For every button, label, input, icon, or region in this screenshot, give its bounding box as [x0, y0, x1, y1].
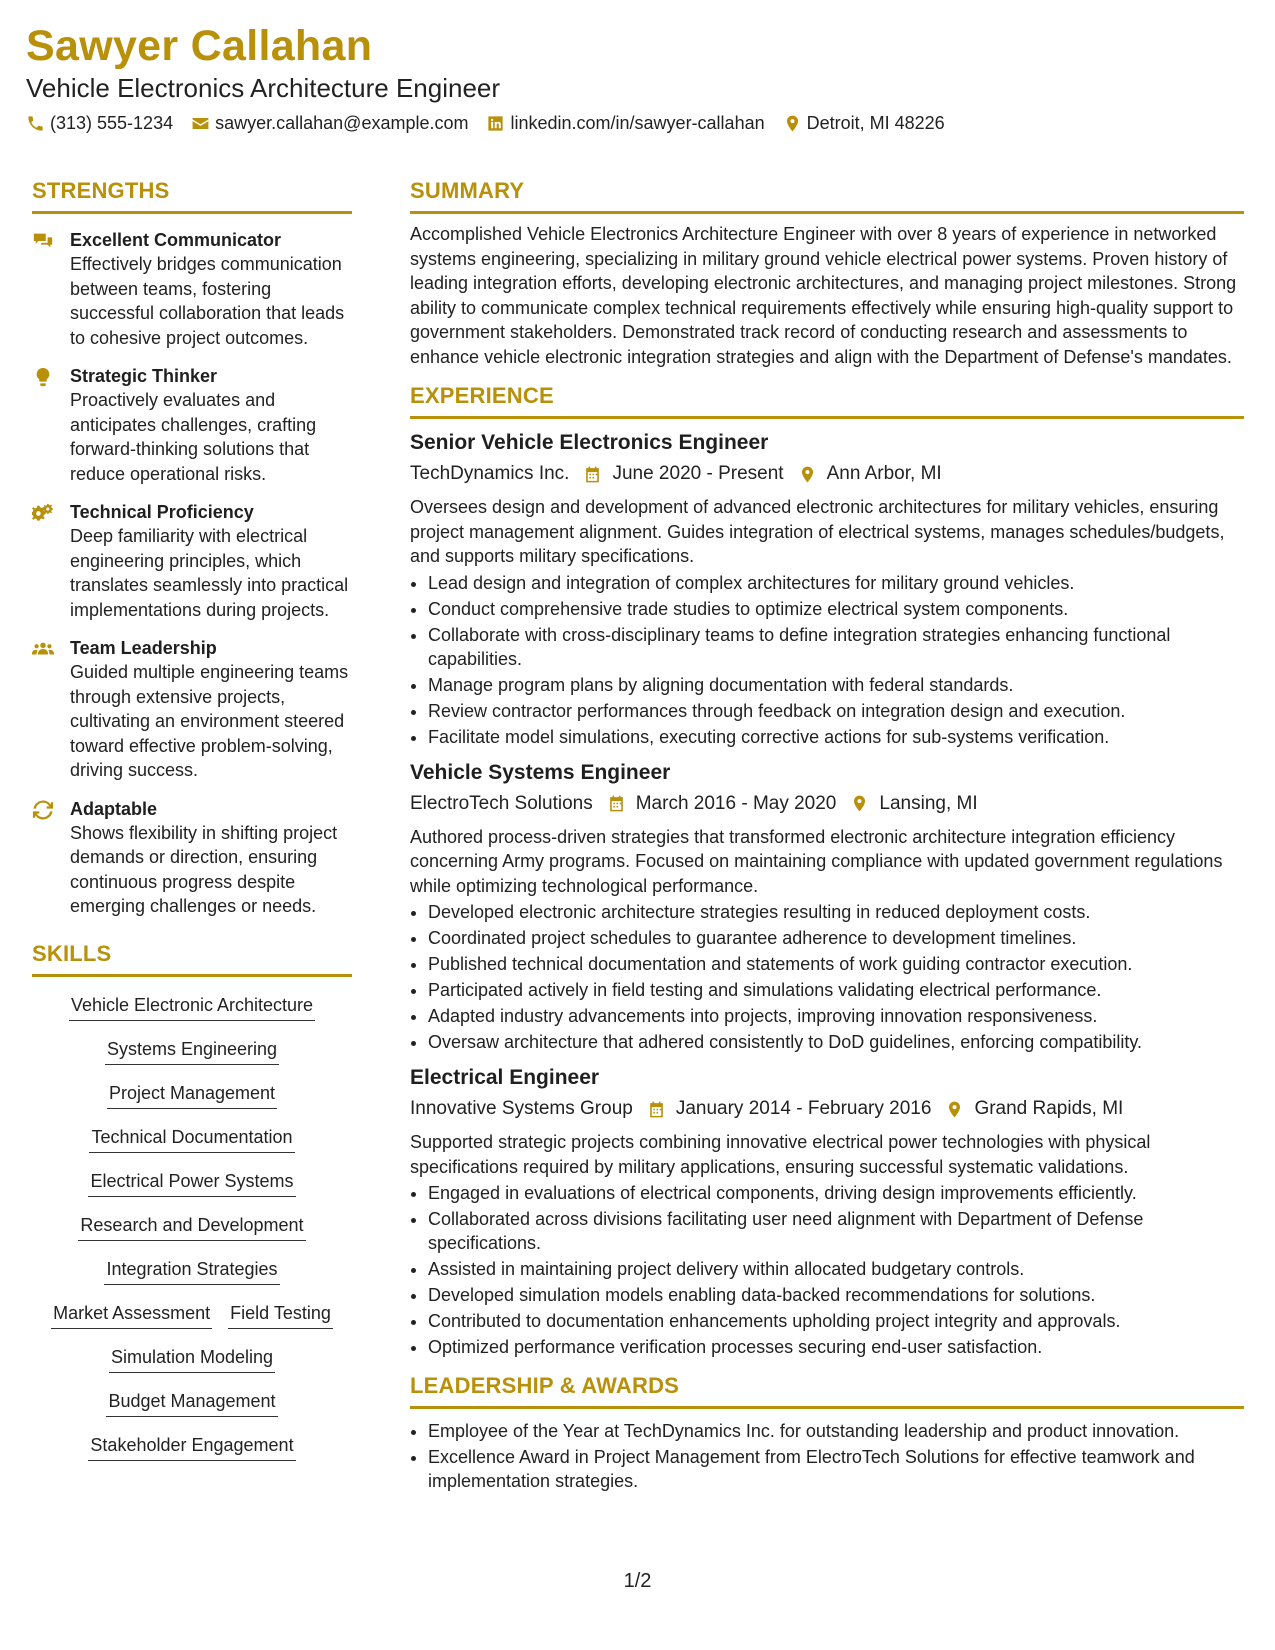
contact-bar — [26, 113, 963, 134]
contact-email[interactable] — [191, 113, 468, 134]
bullet-item: • Collaborate with cross-disciplinary teams to define integration strategies enhancing functional capabilities. — [428, 623, 1244, 671]
company-name: ElectroTech Solutions — [410, 792, 593, 814]
bullet-item: • Adapted industry advancements into projects, improving innovation responsiveness. — [428, 1004, 1244, 1028]
bullet-item: • Review contractor performances through feedback on integration design and execution. — [428, 699, 1244, 723]
bullet-item: • Conduct comprehensive trade studies to optimize electrical system components. — [428, 597, 1244, 621]
strength-title: Strategic Thinker — [70, 366, 218, 386]
skill-tag: Project Management — [107, 1081, 277, 1109]
bullet-item: • Contributed to documentation enhancements upholding project integrity and approvals. — [428, 1309, 1244, 1333]
strength-desc: Deep familiarity with electrical engineering principles, which translates seamlessly into practical implementations during projects. — [70, 526, 349, 620]
skill-tag: Integration Strategies — [104, 1257, 279, 1285]
bullet-item: • Optimized performance verification processes securing end-user satisfaction. — [428, 1335, 1244, 1359]
strength-item — [32, 364, 352, 486]
map-pin-icon — [945, 1100, 964, 1119]
job-entry — [410, 759, 1244, 1055]
map-pin-icon — [850, 794, 869, 813]
calendar-icon — [583, 465, 602, 484]
job-location: Grand Rapids, MI — [974, 1098, 1124, 1119]
strength-title: Technical Proficiency — [70, 502, 254, 522]
bullet-item: • Assisted in maintaining project delivery within allocated budgetary controls. — [428, 1257, 1244, 1281]
bullet-item: • Oversaw architecture that adhered consistently to DoD guidelines, enforcing compatibility. — [428, 1030, 1244, 1054]
job-bullets — [410, 900, 1244, 1054]
skill-tag: Simulation Modeling — [109, 1345, 275, 1373]
bullet-item: • Lead design and integration of complex architectures for military ground vehicles. — [428, 571, 1244, 595]
skill-tag: Vehicle Electronic Architecture — [69, 993, 315, 1021]
phone-icon — [26, 114, 45, 133]
bullet-item: • Engaged in evaluations of electrical components, driving design improvements efficiently. — [428, 1181, 1244, 1205]
bullet-item: • Collaborated across divisions facilitating user need alignment with Department of Defense specifications. — [428, 1207, 1244, 1255]
comments-icon — [32, 230, 54, 252]
job-bullets — [410, 1181, 1244, 1359]
strengths-heading: STRENGTHS — [32, 178, 352, 214]
skill-tag: Budget Management — [106, 1389, 277, 1417]
strength-title: Team Leadership — [70, 638, 217, 658]
job-dates: January 2014 - February 2016 — [675, 1098, 932, 1119]
strength-title: Excellent Communicator — [70, 230, 282, 250]
skill-tag: Electrical Power Systems — [88, 1169, 295, 1197]
page-indicator: 1/2 — [623, 1570, 652, 1592]
strength-item — [32, 797, 352, 919]
skill-tag: Technical Documentation — [89, 1125, 294, 1153]
skills-list — [32, 993, 352, 1477]
summary-heading: SUMMARY — [410, 178, 1244, 214]
awards-heading: LEADERSHIP & AWARDS — [410, 1373, 1244, 1409]
strength-title: Adaptable — [70, 798, 158, 819]
job-bullets — [410, 571, 1244, 749]
bullet-item: • Developed electronic architecture strategies resulting in reduced deployment costs. — [428, 900, 1244, 924]
summary-text: Accomplished Vehicle Electronics Architecture Engineer with over 8 years of experience in networked systems engineering, specializing in military ground vehicle electrical power systems. Proven history of leading integration efforts, developing electronic architectures, and managing project milestones. Strong ability to communicate complex technical requirements effectively while ensuring high-quality support to government stakeholders. Demonstrated track record of conducting research and assessments to enhance vehicle electronic integration strategies and align with the Department of Defense's mandates. — [410, 224, 1237, 367]
bullet-item: • Developed simulation models enabling data-backed recommendations for solutions. — [428, 1283, 1244, 1307]
strength-desc: Proactively evaluates and anticipates challenges, crafting forward-thinking solutions that reduce operational risks. — [70, 390, 317, 484]
users-icon — [32, 638, 54, 660]
contact-location — [783, 113, 945, 134]
map-pin-icon — [783, 114, 802, 133]
job-meta — [410, 1096, 1244, 1122]
skill-tag: Field Testing — [228, 1301, 333, 1329]
contact-phone[interactable] — [26, 113, 173, 134]
map-pin-icon — [798, 465, 817, 484]
skills-heading: SKILLS — [32, 941, 352, 977]
skill-tag: Research and Development — [78, 1213, 305, 1241]
job-description: Authored process-driven strategies that transformed electronic architecture integration efficiency concerning Army programs. Focused on maintaining compliance with updated government regulations while optimizing technological performance. — [410, 826, 1223, 896]
job-title: Senior Vehicle Electronics Engineer — [410, 431, 769, 454]
location-text: Detroit, MI 48226 — [806, 113, 945, 133]
skill-tag: Market Assessment — [51, 1301, 212, 1329]
skill-tag: Systems Engineering — [105, 1037, 279, 1065]
bullet-item: • Participated actively in field testing and simulations validating electrical performance. — [428, 978, 1244, 1002]
sync-icon — [32, 799, 54, 821]
linkedin-text: linkedin.com/in/sawyer-callahan — [510, 113, 765, 133]
job-description: Supported strategic projects combining innovative electrical power technologies with physical specifications required by military applications, ensuring successful systematic validations. — [410, 1132, 1151, 1177]
email-text: sawyer.callahan@example.com — [215, 113, 469, 133]
job-location: Ann Arbor, MI — [826, 463, 942, 484]
bullet-item: • Facilitate model simulations, executing corrective actions for sub-systems verification. — [428, 725, 1244, 749]
strength-desc: Shows flexibility in shifting project demands or direction, ensuring continuous progress despite emerging challenges or needs. — [70, 822, 338, 916]
phone-text: (313) 555-1234 — [50, 113, 174, 133]
awards-list — [410, 1419, 1244, 1493]
skill-tag: Stakeholder Engagement — [88, 1433, 295, 1461]
candidate-name: Sawyer Callahan — [26, 22, 373, 70]
bullet-item: • Published technical documentation and statements of work guiding contractor execution. — [428, 952, 1244, 976]
lightbulb-icon — [32, 366, 54, 388]
left-column — [32, 178, 352, 1477]
bullet-item: • Coordinated project schedules to guarantee adherence to development timelines. — [428, 926, 1244, 950]
job-dates: June 2020 - Present — [612, 463, 784, 484]
strength-item — [32, 228, 352, 350]
calendar-icon — [607, 794, 626, 813]
contact-linkedin[interactable] — [486, 113, 764, 134]
job-entry — [410, 429, 1244, 749]
job-dates: March 2016 - May 2020 — [635, 792, 837, 814]
strength-item — [32, 500, 352, 622]
company-name: Innovative Systems Group — [410, 1098, 633, 1119]
job-title: Electrical Engineer — [410, 1066, 600, 1089]
job-entry — [410, 1064, 1244, 1359]
strength-desc: Effectively bridges communication between teams, fostering successful collaboration that leads to cohesive project outcomes. — [70, 254, 345, 348]
job-title-header: Vehicle Electronics Architecture Engineer — [26, 73, 501, 103]
job-title: Vehicle Systems Engineer — [410, 760, 671, 784]
envelope-icon — [191, 114, 210, 133]
company-name: TechDynamics Inc. — [410, 463, 570, 484]
award-item: • Excellence Award in Project Management from ElectroTech Solutions for effective teamwork and implementation strategies. — [428, 1445, 1244, 1493]
job-description: Oversees design and development of advanced electronic architectures for military vehicles, ensuring project management alignment. Guides integration of electrical systems, manages schedules/budgets, and supports military specifications. — [410, 497, 1225, 566]
strength-item — [32, 636, 352, 783]
award-item: • Employee of the Year at TechDynamics Inc. for outstanding leadership and product innovation. — [428, 1419, 1244, 1443]
job-meta — [410, 791, 1244, 817]
bullet-item: • Manage program plans by aligning documentation with federal standards. — [428, 673, 1244, 697]
right-column — [410, 178, 1244, 1495]
linkedin-icon — [486, 114, 505, 133]
calendar-icon — [647, 1100, 666, 1119]
job-meta — [410, 461, 1244, 487]
job-location: Lansing, MI — [879, 792, 978, 814]
strength-desc: Guided multiple engineering teams through extensive projects, cultivating an environment steered toward effective problem-solving, driving success. — [70, 662, 349, 780]
gears-icon — [32, 502, 54, 524]
strengths-list — [32, 228, 352, 919]
experience-heading: EXPERIENCE — [410, 383, 1244, 419]
